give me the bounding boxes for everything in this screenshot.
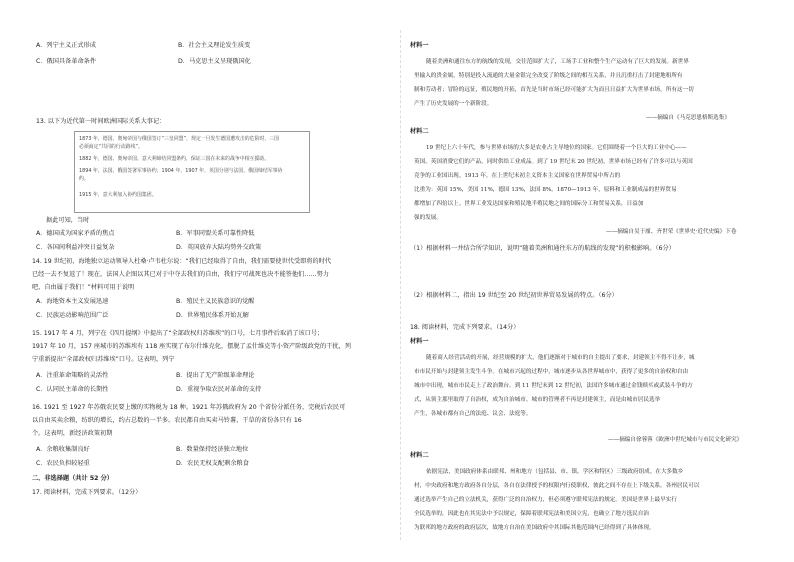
q12-option-b: B．社会主义理论发生质变 bbox=[178, 42, 251, 49]
material-2-line-4: 比重为：英国 15%，美国 11%，德国 13%，法国 8%。1870—1913 年，原料和工业制成品的世界贸易 bbox=[414, 187, 677, 193]
q15-option-d: D．重视争取农民对革命的支持 bbox=[176, 386, 262, 393]
q15-option-c: C．认同民主革命的长期性 bbox=[36, 386, 109, 393]
material-4-label: 材料二 bbox=[410, 452, 429, 459]
q13-option-b: B．军事同盟关系可靠性降低 bbox=[176, 230, 255, 237]
q13-tail: 据此可知，当时 bbox=[46, 217, 90, 224]
material-3-line-2: 市市民开始与封建领主发生斗争。在城市兴起的过程中，城市逐步从各世界城市中，获得了更多的自治权和自由 bbox=[414, 369, 689, 375]
q12-option-a: A．列宁主义正式形成 bbox=[36, 42, 96, 49]
timeline-line-5: 约。 bbox=[79, 176, 89, 182]
q13-timeline-box bbox=[74, 131, 310, 213]
material-4-line-2: 村，中央政府和地方政府各自分层，各自在法律授予的权限内行使职权，彼此之间不存在上下级关系。各州居民可以 bbox=[414, 483, 700, 489]
q14-option-a: A．海地资本主义发展迅速 bbox=[36, 298, 109, 305]
q16-option-d: D．农民无权支配剩余粮食 bbox=[176, 460, 249, 467]
q16-option-c: C．农民负担较轻重 bbox=[36, 460, 90, 467]
material-1-label: 材料一 bbox=[410, 42, 429, 49]
q16-option-b: B．数量保持经济独立地位 bbox=[176, 446, 249, 453]
material-2-line-2: 英国。英国消费它们的产品，同时供给工业成品。到了 19 世纪末 20 世纪初，世界市场已经有了许多可以与英国 bbox=[414, 159, 693, 165]
q14-option-b: B．殖民主义民族意识的觉醒 bbox=[176, 298, 255, 305]
q15-line-3: 宁重新提出“全部政权归苏维埃”口号。这表明，列宁 bbox=[32, 356, 175, 363]
section-2-heading: 二、非选择题（共计 52 分） bbox=[32, 475, 113, 482]
q13-option-a: A．德国成为国家矛盾的焦点 bbox=[36, 230, 115, 237]
q18-stem: 18. 阅读材料，完成下列要求。（14分） bbox=[410, 324, 520, 331]
material-2-line-1: 19 世纪上六十年代，参与世界市场的大多是农业占主导地位的国家。它们围绕着一个巨大的工业中心—— bbox=[426, 145, 687, 151]
q16-line-2: 以自由买卖余粮，纺织的增长，约占总数的一半多。农民都自由买卖马铃薯、干草的省份各只有 16 bbox=[32, 417, 302, 424]
material-4-line-5: 为联邦的地方政府的政府层次，故地方自治在美国政府中其国际其他范围内已经得到了具体体现。 bbox=[414, 525, 655, 531]
material-1-line-1: 随着美洲和通往东方的航线的发现，交往范围扩大了，工场手工业和整个生产运动有了巨大的发展。新世界 bbox=[426, 59, 689, 65]
q16-line-3: 个。这表明，新经济政策初期 bbox=[32, 430, 113, 437]
material-1-line-2: 里输入的贵金属，特别是投入流通的大量金银完全改变了阶级之间的相互关系，并且沉重打击了封建地租所有 bbox=[414, 73, 683, 79]
timeline-line-3: 1882 年，德国、奥匈帝国、意大利缔结同盟条约，保证三国在未来的战争中相互援助。 bbox=[79, 156, 270, 162]
material-3-line-3: 城市中出现，城市市民走上了政治舞台。到 11 世纪末到 12 世纪初，法国许多城市通过金钱赎买或武装斗争的方 bbox=[414, 383, 693, 389]
material-3-line-4: 式，从领主那里取得了自治权，成为自治城市。城市的管理者不再是封建领主，而是由城市居民选举 bbox=[414, 397, 661, 403]
material-4-line-1: 依据宪法，美国政府体系由联邦、州和地方（包括县、市、镇、学区和特区）三级政府组成。在大多数乡 bbox=[426, 469, 684, 475]
q13-option-c: C．各国间利益冲突日益复杂 bbox=[36, 244, 115, 251]
material-3-label: 材料一 bbox=[410, 338, 429, 345]
q13-stem: 13. 以下为近代第一时间欧洲国际关系大事记： bbox=[36, 118, 166, 125]
q15-option-b: B．提出了无产阶级革命理论 bbox=[176, 372, 255, 379]
q14-line-2: 已经一去不复返了！现在，法国人企图以其已对于中夺去我们的自由，我们宁可战死也决不能签他们……努力 bbox=[32, 271, 329, 278]
material-2-label: 材料二 bbox=[410, 128, 429, 135]
q14-line-1: 14. 19 世纪初，海地独立运动领导人杜桑·卢韦杜尔说：“我们已经取得了自由，我们需要使世代受即将的时代 bbox=[32, 258, 332, 265]
material-1-line-3: 制和劳动者；冒险的远征，殖民地的开拓，首先是当时市场已经可能扩大为而且日益扩大为世界市场，所有这一切 bbox=[414, 87, 694, 93]
q17-part-2: （2）根据材料二，指出 19 世纪至 20 世纪初世界贸易发展的特点。（6分） bbox=[410, 292, 618, 299]
material-3-line-1: 随着商人经营活动的开展，经营规模的扩大，他们逐渐对于城市的自主提出了要求，封建领主不得不让步，城 bbox=[426, 355, 695, 361]
material-3-source: ——摘编自徐蓉蓉《欧洲中世纪城市与市民文化研究》 bbox=[608, 437, 743, 443]
timeline-line-4: 1894 年，法国、俄国签署军事协约；1904 年、1907 年，英国分别与法国、俄国缔结军事协 bbox=[79, 168, 283, 174]
q12-option-d: D．马克思主义呈现俄国化 bbox=[178, 58, 251, 65]
material-2-line-6: 强的发展。 bbox=[414, 215, 442, 221]
q17-part-1: （1）根据材料一并结合所学知识，说明“随着美洲和通往东方的航线的发现”的积极影响。（6分） bbox=[410, 245, 675, 252]
timeline-line-6: 1915 年，意大利加入协约国集团。 bbox=[79, 192, 157, 198]
material-4-line-4: 全民选举的，因此也在其宪法中予以规定，保障着联邦宪法和美国立宪，也确立了地方选民自治 bbox=[414, 511, 649, 517]
q16-option-a: A．余粮收集制良好 bbox=[36, 446, 90, 453]
material-4-line-3: 通过选举产生自己的立法机关，获得广泛的自治权力，但必须遵守联邦宪法的规定。美国是世界上最早实行 bbox=[414, 497, 677, 503]
material-1-line-4: 产生了历史发展的一个新阶段。 bbox=[414, 101, 493, 107]
material-2-source: ——摘编自吴于廑、齐世荣《世界史·近代史编》下卷 bbox=[606, 229, 737, 235]
q15-line-1: 15. 1917 年 4 月，列宁在《四月提纲》中提出了“全部政权归苏维埃”的口号，七月事件后取消了该口号； bbox=[32, 330, 324, 337]
q12-option-c: C．俄国具备革命条件 bbox=[36, 58, 97, 65]
timeline-line-1: 1873 年，德国、奥匈帝国与俄国签订“三皇同盟”，规定一旦发生德国遭攻击的危险时，三国 bbox=[79, 136, 280, 142]
q16-line-1: 16. 1921 至 1927 年苏俄农民要上缴的实物税为 18 种。1921 年苏俄政府为 20 个省份分派任务，完税后农民可 bbox=[32, 404, 346, 411]
material-1-source: ——摘编自《马克思恩格斯选集》 bbox=[646, 115, 730, 121]
q14-option-c: C．民族运动影响范围广泛 bbox=[36, 312, 109, 319]
material-3-line-5: 产生，各城市都有自己的法庭、议会、法庭等。 bbox=[414, 411, 532, 417]
q17-stem: 17. 阅读材料，完成下列要求。（12分） bbox=[32, 489, 142, 496]
q14-option-d: D．世界殖民体系开始瓦解 bbox=[176, 312, 249, 319]
q14-line-3: 吧，自由属于我们！”材料可用于说明 bbox=[32, 284, 135, 291]
q15-line-2: 1917 年 10 月，157 座城市的苏维埃有 118 座实现了布尔什维克化，摆脱了孟什维克等小资产阶级政党的干扰，列 bbox=[32, 343, 351, 350]
timeline-line-2: 必须商定“共同的行动路线”。 bbox=[79, 144, 143, 150]
q13-option-d: D．英国放弃大陆均势外交政策 bbox=[176, 244, 262, 251]
material-2-line-3: 竞争的工业国出现。1913 年，在上世纪末初主义资本主义国家在世界贸易中所占的 bbox=[414, 173, 621, 179]
material-2-line-5: 都增加了四倍以上。世界工业发达国家和殖民地半殖民地之间的国际分工和贸易关系，日益加 bbox=[414, 201, 644, 207]
q15-option-a: A．注重革命策略的灵活性 bbox=[36, 372, 109, 379]
column-divider bbox=[400, 30, 401, 540]
